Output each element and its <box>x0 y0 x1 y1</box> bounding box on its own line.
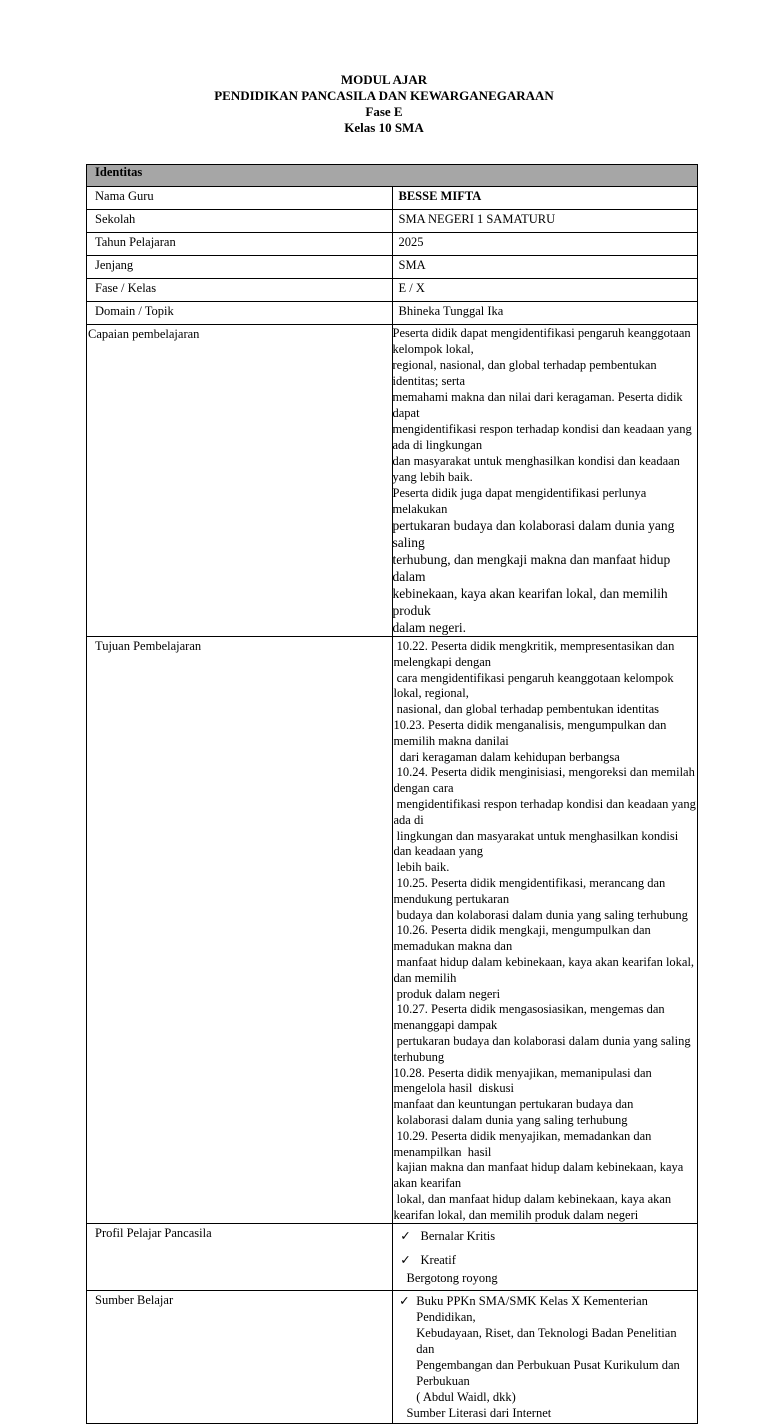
table-row <box>87 279 698 302</box>
tujuan-line: budaya dan kolaborasi dalam dunia yang saling terhubung <box>393 907 688 922</box>
sumber-item-line: ( Abdul Waidl, dkk) <box>416 1390 516 1405</box>
sumber-content <box>392 1291 698 1424</box>
tujuan-line: produk dalam negeri <box>393 986 501 1001</box>
capaian-line: regional, nasional, dan global terhadap pembentukan identitas; serta <box>392 358 657 388</box>
capaian-line: memahami makna dan nilai dari keragaman. Peserta didik dapat <box>392 390 683 420</box>
check-icon: ✓ <box>400 1253 411 1268</box>
tujuan-row <box>87 637 698 1224</box>
tujuan-line: kajian makna dan manfaat hidup dalam kebinekaan, kaya akan kearifan <box>393 1160 687 1191</box>
capaian-content <box>392 325 698 637</box>
row-label: Fase / Kelas <box>87 279 393 302</box>
tujuan-line: 10.27. Peserta didik mengasosiasikan, mengemas dan menanggapi dampak <box>393 1002 668 1033</box>
profil-extra: Bergotong royong <box>406 1271 498 1286</box>
capaian-label: Capaian pembelajaran <box>87 325 393 637</box>
school-name: SMA NEGERI 1 SAMATURU <box>392 210 698 233</box>
sumber-item-line: Kebudayaan, Riset, dan Teknologi Badan Penelitian dan <box>416 1326 677 1357</box>
capaian-line: terhubung, dan mengkaji makna dan manfaat hidup dalam <box>392 552 671 584</box>
row-label: Nama Guru <box>87 187 393 210</box>
table-row <box>87 256 698 279</box>
teacher-name: BESSE MIFTA <box>392 187 698 210</box>
capaian-line: kebinekaan, kaya akan kearifan lokal, dan memilih produk <box>392 586 668 618</box>
phase-class: E / X <box>392 279 698 302</box>
profil-row <box>87 1224 698 1291</box>
table-row <box>87 233 698 256</box>
profil-label: Profil Pelajar Pancasila <box>87 1224 393 1291</box>
tujuan-line: lingkungan dan masyarakat untuk menghasilkan kondisi dan keadaan yang <box>393 828 682 859</box>
capaian-line: dalam negeri. <box>392 620 466 635</box>
tujuan-line: dari keragaman dalam kehidupan berbangsa <box>393 749 620 764</box>
tujuan-line: mengidentifikasi respon terhadap kondisi dan keadaan yang ada di <box>393 796 699 827</box>
check-icon: ✓ <box>400 1229 411 1244</box>
tujuan-line: manfaat hidup dalam kebinekaan, kaya akan kearifan lokal, dan memilih <box>393 954 698 985</box>
capaian-line: mengidentifikasi respon terhadap kondisi dan keadaan yang ada di lingkungan <box>392 422 692 452</box>
check-icon: ✓ <box>399 1294 410 1309</box>
header-subject: PENDIDIKAN PANCASILA DAN KEWARGANEGARAAN <box>214 88 554 103</box>
tujuan-line: manfaat dan keuntungan pertukaran budaya dan <box>393 1097 634 1112</box>
tujuan-line: 10.22. Peserta didik mengkritik, mempresentasikan dan melengkapi dengan <box>393 639 678 669</box>
sumber-row <box>87 1291 698 1424</box>
capaian-line: pertukaran budaya dan kolaborasi dalam dunia yang saling <box>392 518 675 550</box>
tujuan-line: 10.23. Peserta didik menganalisis, mengumpulkan dan memilih makna danilai <box>393 717 670 748</box>
tujuan-line: kolaborasi dalam dunia yang saling terhubung <box>393 1112 628 1127</box>
tujuan-line: pertukaran budaya dan kolaborasi dalam dunia yang saling terhubung <box>393 1033 694 1064</box>
tujuan-line: lebih baik. <box>393 860 450 875</box>
identitas-heading: Identitas <box>87 165 698 187</box>
tujuan-line: cara mengidentifikasi pengaruh keanggotaan kelompok lokal, regional, <box>393 670 677 701</box>
sumber-item-line: Pengembangan dan Perbukuan Pusat Kurikulum dan Perbukuan <box>416 1358 680 1389</box>
row-label: Tahun Pelajaran <box>87 233 393 256</box>
module-table <box>86 164 698 1424</box>
header-class: Kelas 10 SMA <box>344 120 424 135</box>
sumber-label: Sumber Belajar <box>87 1291 393 1424</box>
tujuan-line: lokal, dan manfaat hidup dalam kebinekaan, kaya akan kearifan lokal, dan memilih produk dalam negeri <box>393 1191 675 1222</box>
header-title: MODUL AJAR <box>340 72 428 87</box>
profil-item <box>397 1226 698 1246</box>
tujuan-line: 10.28. Peserta didik menyajikan, memanipulasi dan mengelola hasil diskusi <box>393 1065 655 1096</box>
sumber-item <box>397 1293 698 1405</box>
capaian-line: Peserta didik juga dapat mengidentifikasi perlunya melakukan <box>392 486 647 516</box>
document-header <box>0 72 768 136</box>
sumber-extra: Sumber Literasi dari Internet <box>406 1406 552 1421</box>
row-label: Sekolah <box>87 210 393 233</box>
profil-content <box>392 1224 698 1291</box>
sumber-item-line: Buku PPKn SMA/SMK Kelas X Kementerian Pendidikan, <box>416 1294 648 1325</box>
row-label: Jenjang <box>87 256 393 279</box>
tujuan-line: 10.25. Peserta didik mengidentifikasi, merancang dan mendukung pertukaran <box>393 875 669 906</box>
tujuan-line: 10.29. Peserta didik menyajikan, memadankan dan menampilkan hasil <box>393 1128 655 1159</box>
capaian-line: dan masyarakat untuk menghasilkan kondisi dan keadaan yang lebih baik. <box>392 454 680 484</box>
header-phase: Fase E <box>365 104 403 119</box>
tujuan-line: 10.26. Peserta didik mengkaji, mengumpulkan dan memadukan makna dan <box>393 923 657 954</box>
tujuan-content <box>392 637 698 1224</box>
tujuan-label: Tujuan Pembelajaran <box>87 637 393 1224</box>
table-row <box>87 210 698 233</box>
domain-topic: Bhineka Tunggal Ika <box>392 302 698 325</box>
profil-item <box>397 1250 698 1270</box>
row-label: Domain / Topik <box>87 302 393 325</box>
table-row <box>87 302 698 325</box>
profil-item-label: Bernalar Kritis <box>420 1229 496 1244</box>
capaian-row <box>87 325 698 637</box>
profil-item-label: Kreatif <box>420 1253 456 1268</box>
tujuan-line: 10.24. Peserta didik menginisiasi, mengoreksi dan memilah dengan cara <box>393 765 698 796</box>
table-row <box>87 187 698 210</box>
academic-year: 2025 <box>392 233 698 256</box>
level: SMA <box>392 256 698 279</box>
tujuan-line: nasional, dan global terhadap pembentukan identitas <box>393 702 660 717</box>
capaian-line: Peserta didik dapat mengidentifikasi pengaruh keanggotaan kelompok lokal, <box>392 326 691 356</box>
